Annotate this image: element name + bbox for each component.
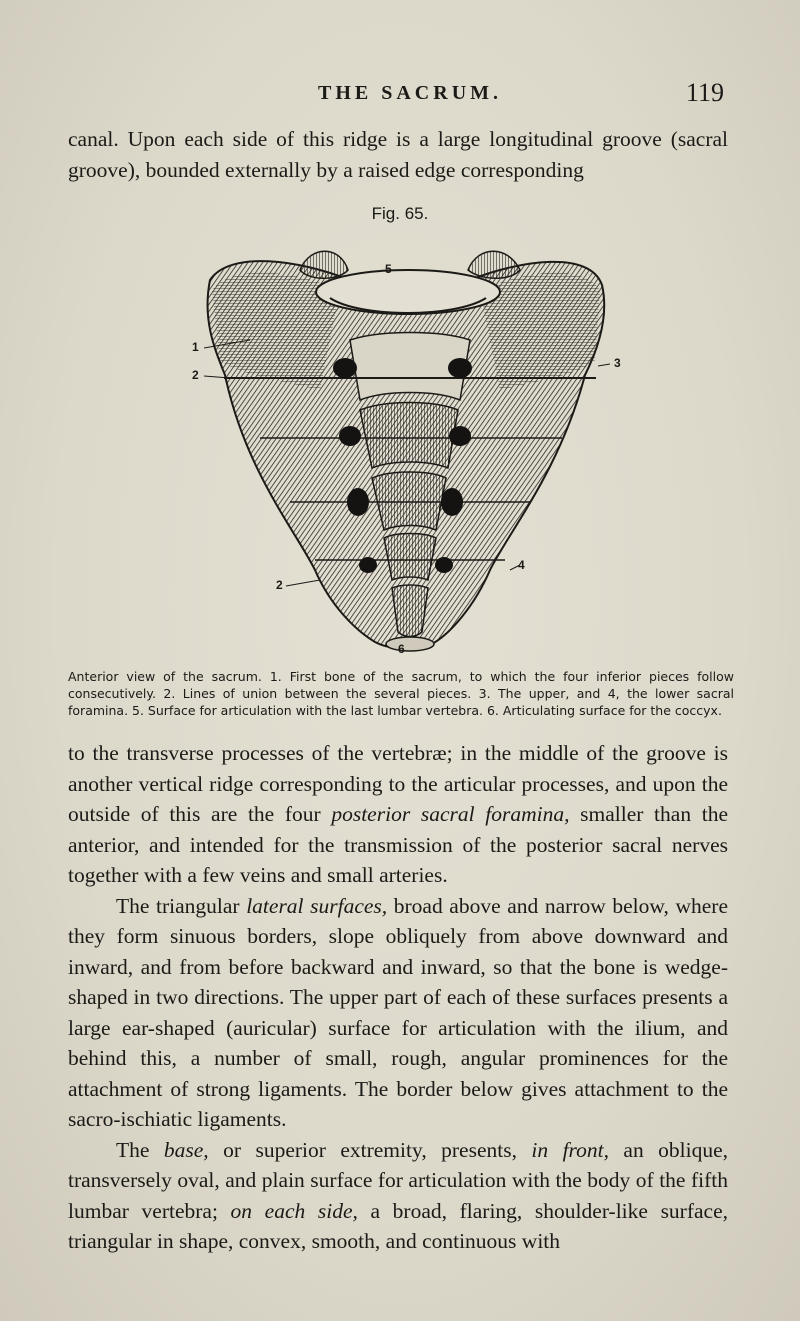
foramen-2-left	[339, 426, 361, 446]
p2-text-a: The triangular	[116, 893, 247, 918]
p3-text-b: or superior extremity, presents,	[208, 1137, 532, 1162]
p1-text-a: to the transverse processes of the vertebræ; in the middle of the groove is another vertical ridge corresponding to the articular processes, and upon the outside of this are the four	[68, 741, 728, 826]
page-number: 119	[686, 78, 725, 107]
sacrum-illustration	[190, 240, 630, 660]
callout-6: 6	[398, 642, 405, 656]
foramen-3-right	[441, 488, 463, 516]
callout-5: 5	[385, 262, 392, 276]
coccyx-surface	[386, 637, 434, 651]
paragraph-lateral-surfaces	[68, 891, 728, 1135]
p3-text-d: a broad, flaring, shoulder-like surface, triangular in shape, convex, smooth, and continuous with	[68, 1198, 729, 1253]
page-header	[0, 78, 800, 114]
callout-2-lower: 2	[276, 578, 283, 592]
left-articular-process	[300, 251, 348, 278]
p1-text-b: smaller than the anterior, and intended for the transmission of the posterior sacral nerves together with a few veins and small arteries.	[68, 802, 728, 887]
foramen-3-left	[347, 488, 369, 516]
foramen-2-right	[449, 426, 471, 446]
callout-2-upper: 2	[192, 368, 199, 382]
p2-italic: lateral surfaces,	[246, 893, 388, 918]
p3-italic-2: in front,	[531, 1137, 609, 1162]
callout-1: 1	[192, 340, 199, 354]
running-head: THE SACRUM.	[318, 82, 503, 104]
p3-italic-3: on each side,	[230, 1198, 358, 1223]
figure-label: Fig. 65.	[371, 204, 429, 223]
paragraph-posterior-foramina	[68, 738, 728, 891]
p1-italic: posterior sacral foramina,	[331, 802, 570, 826]
p3-italic-1: base,	[163, 1137, 209, 1162]
p3-text-c: an oblique, transversely oval, and plain surface for articulation with the body of the fifth lumbar vertebra;	[68, 1137, 728, 1223]
top-paragraph-text: canal. Upon each side of this ridge is a large longitudinal groove (sacral groove), bounded externally by a raised edge corresponding	[68, 127, 728, 182]
foramen-1-right	[448, 358, 472, 378]
callout-3: 3	[614, 356, 621, 370]
top-paragraph	[68, 124, 728, 185]
p3-text-a: The	[116, 1137, 164, 1162]
callout-4: 4	[518, 558, 525, 572]
figure-caption: Anterior view of the sacrum. 1. First bone of the sacrum, to which the four inferior pieces follow consecutively. 2. Lines of union between the several pieces. 3. The upper, and 4, the lower sacral foramina. 5. Surface for articulation with the last lumbar vertebra. 6. Articulating surface for the coccyx.	[68, 669, 734, 718]
foramen-4-right	[435, 557, 453, 573]
paragraph-base	[68, 1135, 728, 1257]
body-text	[68, 738, 728, 1257]
foramen-1-left	[333, 358, 357, 378]
foramen-4-left	[359, 557, 377, 573]
p2-text-b: broad above and narrow below, where they form sinuous borders, slope obliquely from above downward and inward, and from before backward and inward, so that the bone is wedge-shaped in two directions. The upper part of each of these surfaces presents a large ear-shaped (auricular) surface for articulation with the ilium, and behind this, a number of small, rough, angular prominences for the attachment of strong ligaments. The border below gives attachment to the sacro-ischiatic ligaments.	[68, 893, 728, 1131]
right-articular-process	[468, 251, 520, 278]
sacrum-drawing	[190, 240, 630, 660]
articular-surface-lumbar	[316, 270, 500, 314]
